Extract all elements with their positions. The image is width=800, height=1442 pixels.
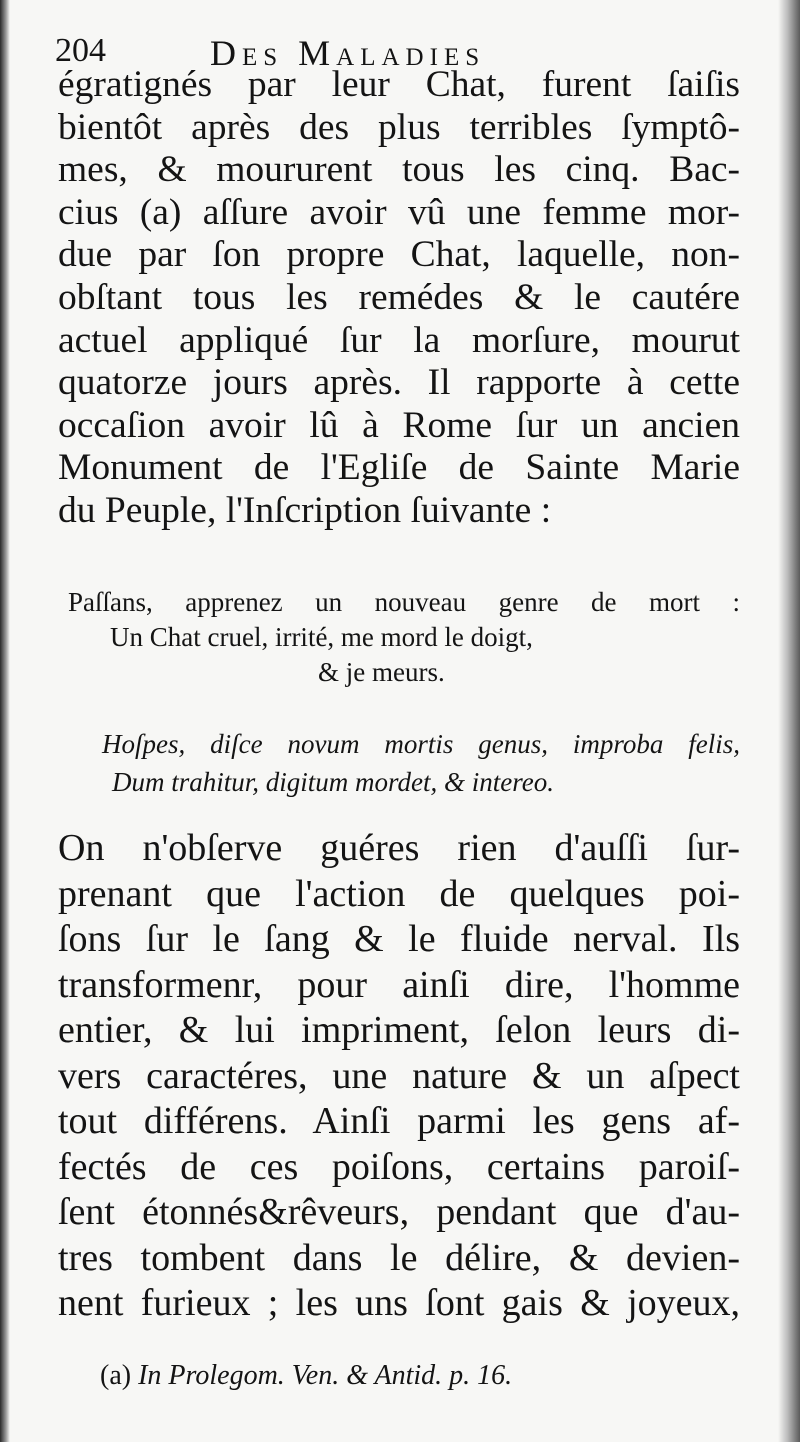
verse-line: & je meurs. bbox=[318, 657, 445, 687]
verse-line: Dum trahitur, digitum mordet, & intereo. bbox=[112, 767, 554, 797]
text-line: fectés de ces poiſons, certains paroiſ- bbox=[58, 1145, 740, 1188]
text-line: occaſion avoir lû à Rome ſur un ancien bbox=[58, 404, 740, 446]
text-line: mes, & moururent tous les cinq. Bac- bbox=[58, 149, 740, 191]
text-line: vers caractéres, une nature & un aſpect bbox=[58, 1054, 740, 1097]
text-line: due par ſon propre Chat, laquelle, non- bbox=[58, 234, 740, 276]
text-line: On n'obſerve guéres rien d'auſſi ſur- bbox=[58, 827, 740, 869]
paragraph-2 bbox=[58, 826, 740, 1327]
page-edge-left bbox=[0, 0, 10, 1442]
text-line: cius (a) aſſure avoir vû une femme mor- bbox=[58, 191, 740, 233]
verse-line: Hoſpes, diſce novum mortis genus, improba felis, bbox=[102, 729, 740, 759]
verse-line: Paſſans, apprenez un nouveau genre de mort : bbox=[68, 587, 740, 617]
inscription-french bbox=[68, 585, 740, 690]
text-line: égratignés par leur Chat, furent ſaiſis bbox=[58, 64, 740, 105]
text-line: ſons ſur le ſang & le fluide nerval. Ils bbox=[58, 918, 740, 960]
text-line: prenant que l'action de quelques poi- bbox=[58, 872, 740, 915]
verse-line: Un Chat cruel, irrité, me mord le doigt, bbox=[110, 622, 533, 652]
text-line: entier, & lui impriment, ſelon leurs di- bbox=[58, 1009, 740, 1051]
text-line: obſtant tous les remédes & le cautére bbox=[58, 276, 740, 318]
text-line: tres tombent dans le délire, & devien- bbox=[58, 1236, 740, 1279]
text-line: bientôt après des plus terribles ſymptô- bbox=[58, 106, 740, 148]
text-line: nent furieux ; les uns ſont gais & joyeux, bbox=[58, 1282, 740, 1324]
text-line: actuel appliqué ſur la morſure, mourut bbox=[58, 319, 740, 361]
footnote-marker: (a) bbox=[100, 1360, 132, 1391]
running-title: Des Maladies bbox=[210, 33, 486, 73]
text-line: ſent étonnés&rêveurs, pendant que d'au- bbox=[58, 1191, 740, 1233]
footnote bbox=[100, 1358, 700, 1394]
paragraph-1 bbox=[58, 64, 740, 533]
text-line: tout différens. Ainſi parmi les gens af- bbox=[58, 1100, 740, 1142]
footnote-text: In Prolegom. Ven. & Antid. p. 16. bbox=[138, 1360, 513, 1391]
page-number: 204 bbox=[55, 32, 106, 69]
inscription-latin bbox=[102, 725, 740, 801]
text-line: Monument de l'Egliſe de Sainte Marie bbox=[58, 447, 740, 489]
text-line: du Peuple, l'Inſcription ſuivante : bbox=[58, 489, 552, 531]
text-line: transformenr, pour ainſi dire, l'homme bbox=[58, 963, 740, 1006]
page-edge-right bbox=[778, 0, 800, 1442]
text-line: quatorze jours après. Il rapporte à cette bbox=[58, 362, 740, 404]
